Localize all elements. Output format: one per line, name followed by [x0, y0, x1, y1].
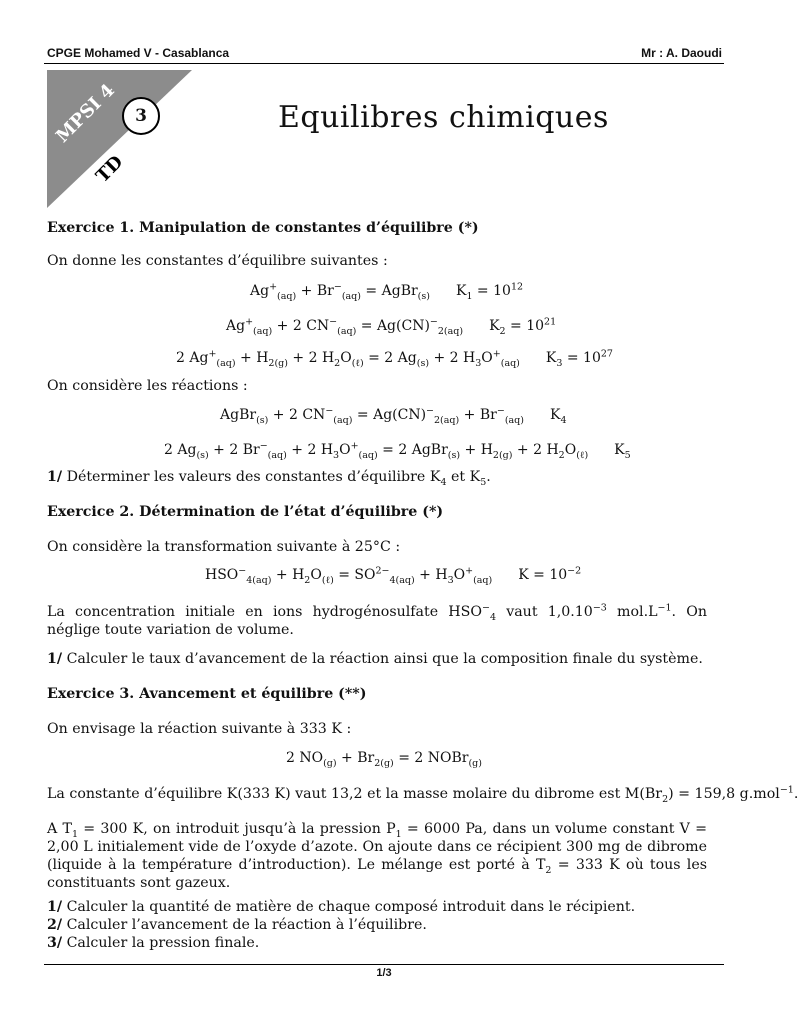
exercise-1-heading: Exercice 1. Manipulation de constantes d’équilibre (*)	[47, 220, 479, 236]
equation-nobr: 2 $NO_{(g)} + Br_{2(g)} = 2$ NOBr$_{(g)}$	[286, 750, 482, 769]
exercise-3-intro: On envisage la réaction suivante à 333 K :	[47, 721, 352, 737]
exercise-1-question-1: 1/ Déterminer les valeurs des constantes d’équilibre $K_4$ et $K_5$.	[47, 469, 491, 488]
equation-k2: $Ag^+_{(aq)} + 2$ $CN^-_{(aq)} = Ag(CN)^-_{2(aq)}$ $K_2 = 10^{21}$	[226, 316, 557, 337]
equation-k4: AgBr$_{(s)}$ + 2 $CN^-_{(aq)} = Ag(CN)^-_{2(aq)} + Br^-_{(aq)}$ $K_4$	[220, 405, 567, 426]
exercise-3-heading: Exercice 3. Avancement et équilibre (**)	[47, 686, 367, 702]
exercise-2-intro: On considère la transformation suivante à 25°C :	[47, 539, 401, 555]
exercise-3-constant-text: La constante d’équilibre K(333 K) vaut 13,2 et la masse molaire du dibrome est $M(Br_2) = 159,8$ g.mol$^{-1}$.	[47, 784, 798, 805]
equation-k5: 2 $Ag_{(s)} + 2$ $Br^-_{(aq)} + 2$ $H_3O^+_{(aq)} = 2$ AgBr$_{(s)}$ + $H_{2(g)} + 2$ $H_2O_{(\ell)}$ $K_5$	[164, 440, 631, 461]
td-label: TD	[92, 151, 128, 187]
equation-k1: $Ag^+_{(aq)} + Br^-_{(aq)}$ = AgBr$_{(s)}$ $K_1 = 10^{12}$	[250, 281, 524, 302]
exercise-3-question-1: 1/ Calculer la quantité de matière de chaque composé introduit dans le récipient.	[47, 899, 636, 915]
header-rule	[44, 63, 724, 64]
exercise-2-text: La concentration initiale en ions hydrogénosulfate $HSO^-_4$ vaut $1,0.10^{-3}$ $mol.L^{-1}$. On néglige toute variation de volume.	[47, 602, 707, 638]
equation-k3: 2 $Ag^+_{(aq)} + H_{2(g)} + 2$ $H_2O_{(\ell)} = 2$ $Ag_{(s)} + 2$ $H_3O^+_{(aq)}$ $K_3 = 10^{27}$	[176, 348, 613, 369]
equation-hso4: $HSO^-_{4(aq)} + H_2O_{(\ell)} = SO^{2-}_{4(aq)} + H_3O^+_{(aq)}$ $K = 10^{-2}$	[205, 565, 582, 586]
footer-rule	[44, 964, 724, 965]
header-teacher: Mr : A. Daoudi	[641, 46, 722, 60]
exercise-2-question-1: 1/ Calculer le taux d’avancement de la réaction ainsi que la composition finale du système.	[47, 651, 703, 667]
header-school: CPGE Mohamed V - Casablanca	[47, 46, 230, 60]
exercise-1-intro: On donne les constantes d’équilibre suivantes :	[47, 253, 388, 269]
exercise-3-paragraph: A $T_1 = 300$ K, on introduit jusqu’à la pression $P_1 = 6000$ Pa, dans un volume constant V = 2,00 L initialement vide de l’oxyde d’azote. On ajoute dans ce récipient 300 mg de dibrome (liquide à la température d’introduction). Le mélange est porté à $T_2 = 333$ K où tous les constituants sont gazeux.	[47, 821, 708, 891]
page-title: Equilibres chimiques	[278, 100, 609, 135]
page-number: 1/3	[376, 967, 392, 979]
exercise-1-consider: On considère les réactions :	[47, 378, 248, 394]
exercise-3-question-3: 3/ Calculer la pression finale.	[47, 935, 260, 951]
exercise-2-heading: Exercice 2. Détermination de l’état d’équilibre (*)	[47, 504, 444, 520]
td-number-badge: 3	[122, 97, 160, 135]
exercise-3-question-2: 2/ Calculer l’avancement de la réaction à l’équilibre.	[47, 917, 427, 933]
class-label: MPSI 4	[52, 79, 119, 147]
